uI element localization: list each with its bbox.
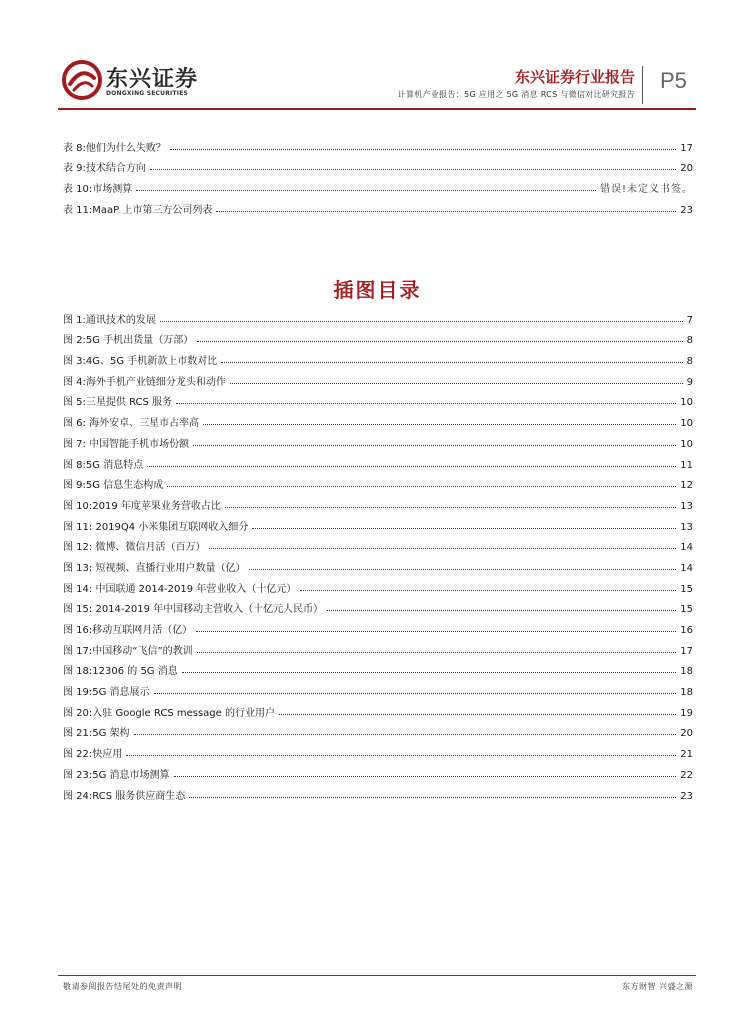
toc-entry[interactable] — [63, 719, 693, 740]
dot-leader — [147, 465, 676, 467]
toc-entry[interactable] — [63, 698, 693, 719]
dot-leader — [197, 651, 677, 653]
dot-leader — [249, 568, 676, 570]
toc-entry-label: 表 8:他们为什么失败？ — [63, 139, 168, 154]
toc-entry-label: 图 23:5G 消息市场测算 — [63, 766, 172, 781]
toc-entry-label: 图 11: 2019Q4 小米集团互联网收入细分 — [63, 518, 250, 533]
toc-entry[interactable] — [63, 471, 693, 492]
toc-entry-page: 13 — [680, 500, 693, 512]
toc-entry-label: 图 16:移动互联网月活（亿） — [63, 621, 194, 636]
dot-leader — [225, 506, 676, 508]
toc-entry-page: 7 — [686, 314, 693, 326]
toc-entry[interactable] — [63, 657, 693, 678]
toc-entry[interactable] — [63, 408, 693, 429]
dot-leader — [279, 713, 676, 715]
dot-leader — [176, 402, 676, 404]
toc-entry-label: 图 5:三星提供 RCS 服务 — [63, 393, 174, 408]
toc-entry-label: 图 2:5G 手机出货量（万部） — [63, 331, 195, 346]
toc-entry-page: 15 — [680, 604, 693, 616]
toc-entry[interactable] — [63, 491, 693, 512]
toc-entry-page: 11 — [680, 459, 693, 471]
toc-entry-page: 20 — [680, 728, 693, 740]
toc-entry-label: 图 14: 中国联通 2014-2019 年营业收入（十亿元） — [63, 580, 298, 595]
brand-name: 东兴证券 — [106, 67, 199, 92]
toc-entry-page: 17 — [680, 142, 693, 154]
toc-entry[interactable] — [63, 595, 693, 616]
dot-leader — [167, 485, 676, 487]
toc-entry-page: 10 — [680, 397, 693, 409]
dot-leader — [197, 340, 682, 342]
toc-entry-page: 9 — [686, 376, 693, 388]
toc-entry[interactable] — [63, 553, 693, 574]
toc-entry-page: 15 — [680, 583, 693, 595]
toc-entry-label: 图 21:5G 架构 — [63, 724, 132, 739]
toc-entry[interactable] — [63, 346, 693, 367]
toc-entry[interactable] — [63, 326, 693, 347]
toc-entry-page: 8 — [686, 335, 693, 347]
toc-entry-label: 图 4:海外手机产业链细分龙头和动作 — [63, 373, 228, 388]
footer-rule — [58, 975, 696, 976]
toc-entry[interactable] — [63, 739, 693, 760]
toc-entry[interactable] — [63, 367, 693, 388]
dot-leader — [170, 148, 676, 150]
dot-leader — [150, 168, 676, 170]
toc-entry-label: 图 20:入驻 Google RCS message 的行业用户 — [63, 704, 277, 719]
toc-entry[interactable] — [63, 636, 693, 657]
header-divider — [642, 66, 643, 104]
toc-entry[interactable] — [63, 174, 693, 195]
dot-leader — [252, 527, 676, 529]
toc-entry[interactable] — [63, 574, 693, 595]
page-number: P5 — [660, 68, 687, 93]
toc-entry[interactable] — [63, 760, 693, 781]
toc-entry-label: 图 17:中国移动“飞信”的教训 — [63, 642, 195, 657]
toc-entry[interactable] — [63, 512, 693, 533]
table-list — [63, 133, 693, 216]
report-subtitle: 计算机产业报告：5G 应用之 5G 消息 RCS 与微信对比研究报告 — [397, 90, 635, 99]
header-rule — [58, 108, 696, 110]
toc-entry-label: 图 19:5G 消息展示 — [63, 683, 152, 698]
dot-leader — [221, 361, 682, 363]
toc-entry-label: 图 15: 2014-2019 年中国移动主营收入（十亿元人民币） — [63, 600, 325, 615]
toc-entry-label: 图 6: 海外安卓、三星市占率高 — [63, 414, 201, 429]
toc-entry[interactable] — [63, 195, 693, 216]
dot-leader — [216, 210, 676, 212]
toc-entry-page: 12 — [680, 480, 693, 492]
dot-leader — [182, 671, 677, 673]
toc-entry-page: 10 — [680, 438, 693, 450]
toc-entry[interactable] — [63, 781, 693, 802]
toc-entry-page: 18 — [680, 687, 693, 699]
figure-list — [63, 305, 693, 802]
dongxing-logo-icon — [62, 60, 102, 100]
dot-leader — [126, 754, 676, 756]
report-title: 东兴证券行业报告 — [514, 68, 635, 86]
figures-section-title: 插图目录 — [333, 278, 422, 302]
footer-slogan: 东方财智 兴盛之源 — [621, 982, 693, 991]
toc-entry-page: 16 — [680, 625, 693, 636]
toc-entry-label: 图 9:5G 信息生态构成 — [63, 476, 165, 491]
toc-entry-page: 8 — [686, 356, 693, 368]
toc-entry-label: 图 18:12306 的 5G 消息 — [63, 662, 180, 677]
dot-leader — [230, 382, 683, 384]
toc-entry-page: 23 — [680, 790, 693, 802]
dot-leader — [189, 796, 676, 798]
dot-leader — [160, 320, 683, 322]
page-header — [0, 0, 755, 110]
dot-leader — [203, 423, 676, 425]
toc-entry-label: 表 9:技术结合方向 — [63, 159, 148, 174]
dot-leader — [196, 630, 676, 632]
toc-entry-label: 图 7: 中国智能手机市场份额 — [63, 435, 191, 450]
toc-entry[interactable] — [63, 450, 693, 471]
toc-entry-label: 图 1:通讯技术的发展 — [63, 311, 158, 326]
toc-entry-page: 14 — [680, 562, 693, 574]
toc-entry-page: 21 — [680, 749, 693, 761]
toc-entry-page: 10 — [680, 418, 693, 430]
footer-disclaimer: 敬请参阅报告结尾处的免责声明 — [63, 982, 182, 991]
brand-name-en: DONGXING SECURITIES — [106, 90, 189, 97]
toc-entry[interactable] — [63, 429, 693, 450]
dot-leader — [193, 444, 676, 446]
toc-entry[interactable] — [63, 305, 693, 326]
toc-entry-label: 图 13: 短视频、直播行业用户数量（亿） — [63, 559, 247, 574]
dot-leader — [154, 692, 677, 694]
toc-entry[interactable] — [63, 677, 693, 698]
toc-entry-label: 图 10:2019 年度苹果业务营收占比 — [63, 497, 223, 512]
toc-entry-label: 图 12: 微博、微信月活（百万） — [63, 538, 207, 553]
toc-entry[interactable] — [63, 133, 693, 154]
dot-leader — [327, 609, 676, 611]
toc-entry-page: 22 — [680, 769, 693, 781]
dot-leader — [136, 189, 596, 191]
toc-entry[interactable] — [63, 533, 693, 554]
dot-leader — [134, 733, 677, 735]
toc-entry-page: 18 — [680, 666, 693, 678]
toc-entry-label: 图 8:5G 消息特点 — [63, 456, 145, 471]
toc-entry-page: 20 — [680, 163, 693, 175]
toc-entry-page: 23 — [680, 204, 693, 216]
dot-leader — [300, 589, 676, 591]
toc-entry-page: 17 — [680, 645, 693, 657]
toc-entry-label: 图 3:4G、5G 手机新款上市数对比 — [63, 352, 219, 367]
toc-entry-page: 14 — [680, 542, 693, 554]
toc-entry-label: 表 10:市场测算 — [63, 180, 134, 195]
toc-entry[interactable] — [63, 388, 693, 409]
dot-leader — [174, 775, 677, 777]
toc-entry-label: 图 22:快应用 — [63, 745, 124, 760]
toc-entry-label: 表 11:MaaP 上市第三方公司列表 — [63, 201, 214, 216]
toc-entry-page: 错误!未定义书签。 — [599, 184, 693, 196]
toc-entry-page: 19 — [680, 707, 693, 719]
toc-entry-label: 图 24:RCS 服务供应商生态 — [63, 787, 187, 802]
toc-entry[interactable] — [63, 615, 693, 636]
toc-entry[interactable] — [63, 154, 693, 175]
dot-leader — [209, 547, 676, 549]
toc-entry-page: 13 — [680, 521, 693, 533]
